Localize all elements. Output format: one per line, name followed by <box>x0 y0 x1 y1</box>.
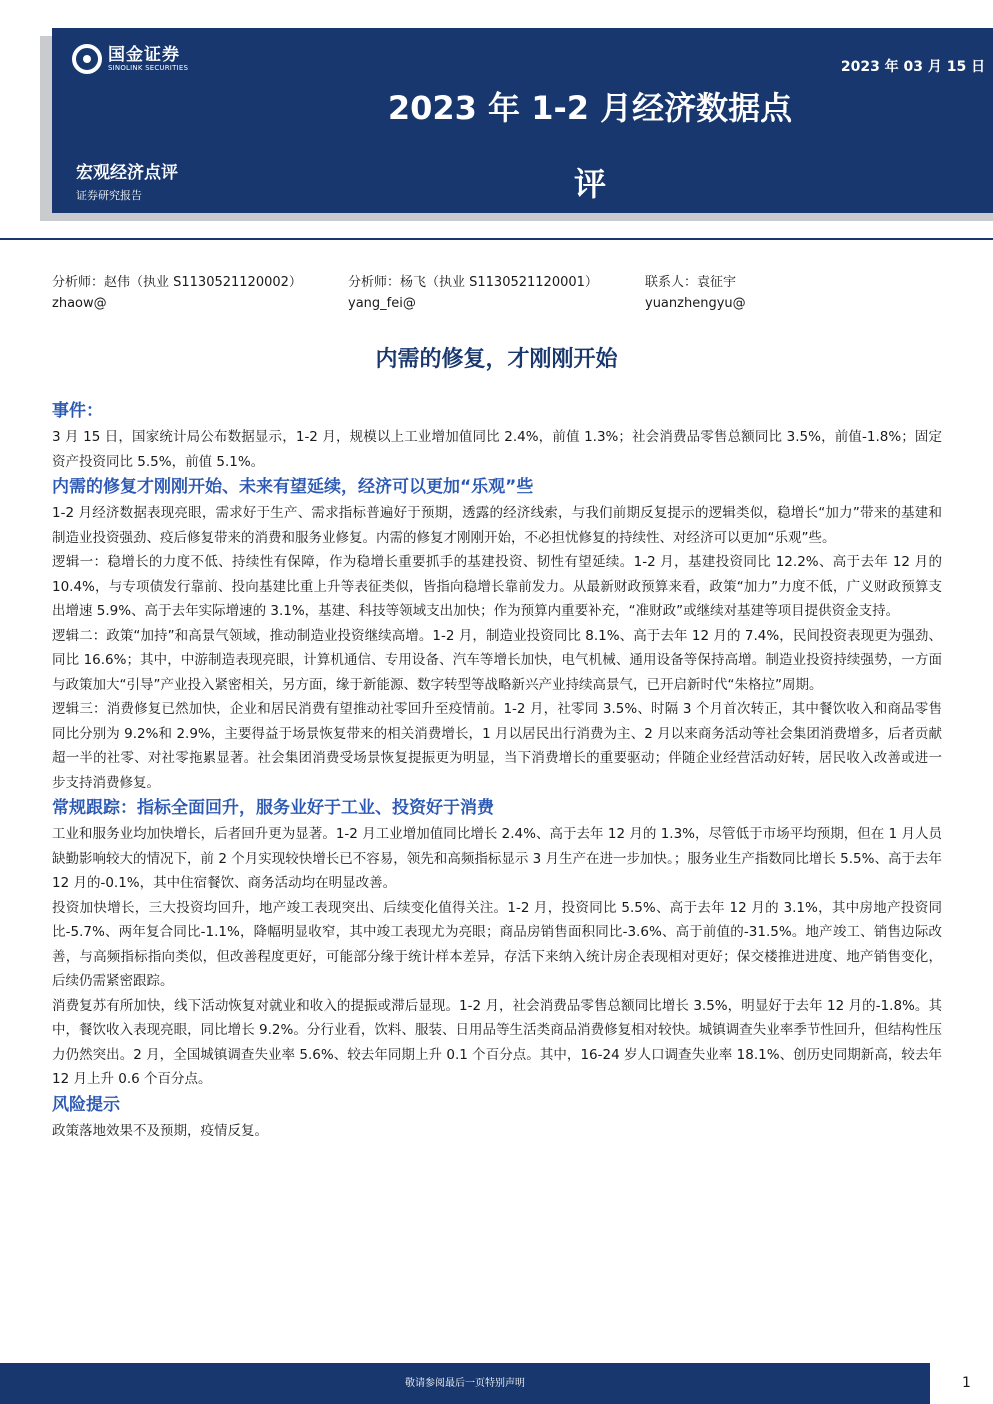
paragraph-risk: 政策落地效果不及预期，疫情反复。 <box>52 1122 268 1139</box>
analyst-2-email: yang_fei@ <box>348 296 416 311</box>
analyst-1-email: zhaow@ <box>52 296 107 311</box>
analyst-1-label: 分析师：赵伟（执业 S1130521120002） <box>52 275 302 290</box>
paragraph-logic-3: 逻辑三：消费修复已然加快，企业和居民消费有望推动社零回升至疫情前。1-2 月，社零同 3.5%、时隔 3 个月首次转正，其中餐饮收入和商品零售同比分别为 9.2%和 2.9%，主要得益于场景恢复带来的相关消费增长，1 月以居民出行消费为主、2 月以来商务活动等社会集团消费增多，后者贡献超一半的社零、对社零拖累显著。社会集团消费受场景恢复提振更为明显，当下消费增长的重要驱动；伴随企业经营活动好转，居民收入改善或进一步支持消费修复。 <box>52 701 942 791</box>
paragraph-logic-2: 逻辑二：政策“加持”和高景气领域，推动制造业投资继续高增。1-2 月，制造业投资同比 8.1%、高于去年 12 月的 7.4%，民间投资表现更为强劲、同比 16.6%；其中，中游制造表现亮眼，计算机通信、专用设备、汽车等增长加快，电气机械、通用设备等保持高增。制造业投资持续强势，一方面与政策加大“引导”产业投入紧密相关，另方面，缘于新能源、数字转型等战略新兴产业持续高景气，已开启新时代“朱格拉”周期。 <box>52 627 942 693</box>
section-heading-regular-tracking: 常规跟踪：指标全面回升，服务业好于工业、投资好于消费 <box>52 798 494 818</box>
analyst-1 <box>52 272 302 314</box>
event-paragraph: 3 月 15 日，国家统计局公布数据显示，1-2 月，规模以上工业增加值同比 2.4%，前值 1.3%；社会消费品零售总额同比 3.5%，前值-1.8%；固定资产投资同比 5.5%，前值 5.1%。 <box>52 429 942 470</box>
disclaimer-note: 敬请参阅最后一页特别声明 <box>405 1378 525 1389</box>
header-divider <box>0 238 993 240</box>
report-subcategory: 证券研究报告 <box>76 189 142 202</box>
section-heading-domestic-demand: 内需的修复才刚刚开始、未来有望延续，经济可以更加“乐观”些 <box>52 477 534 497</box>
page-number: 1 <box>962 1375 971 1391</box>
contact-label: 联系人：袁征宇 <box>645 275 737 290</box>
section-heading-risk: 风险提示 <box>52 1094 120 1115</box>
paragraph-summary: 1-2 月经济数据表现亮眼，需求好于生产、需求指标普遍好于预期，透露的经济线索，与我们前期反复提示的逻辑类似，稳增长“加力”带来的基建和制造业投资强劲、疫后修复带来的消费和服务业修复。内需的修复才刚刚开始，不必担忧修复的持续性、对经济可以更加“乐观”些。 <box>52 505 942 546</box>
report-title-line1: 2023 年 1-2 月经济数据点 <box>387 89 793 127</box>
brand-logo <box>72 44 188 74</box>
paragraph-industry-services: 工业和服务业均加快增长，后者回升更为显著。1-2 月工业增加值同比增长 2.4%、高于去年 12 月的 1.3%，尽管低于市场平均预期，但在 1 月人员缺勤影响较大的情况下，前 2 个月实现较快增长已不容易，领先和高频指标显示 3 月生产在进一步加快。；服务业生产指数同比增长 5.5%、高于去年 12 月的-0.1%，其中住宿餐饮、商务活动均在明显改善。 <box>52 826 942 891</box>
analyst-2-label: 分析师：杨飞（执业 S1130521120001） <box>348 275 598 290</box>
report-title-line2: 评 <box>573 165 606 203</box>
contact-email: yuanzhengyu@ <box>645 296 746 311</box>
brand-name-en: SINOLINK SECURITIES <box>108 63 189 72</box>
contact-person <box>645 272 746 314</box>
brand-text <box>108 46 188 73</box>
brand-name-cn: 国金证券 <box>108 44 180 65</box>
report-title <box>360 70 820 222</box>
page-footer <box>0 1363 993 1404</box>
analyst-2 <box>348 272 598 314</box>
paragraph-logic-1: 逻辑一：稳增长的力度不低、持续性有保障，作为稳增长重要抓手的基建投资、韧性有望延续。1-2 月，基建投资同比 12.2%、高于去年 12 月的 10.4%，与专项债发行靠前、投向基建比重上升等表征类似，皆指向稳增长靠前发力。从最新财政预算来看，政策“加力”力度不低，广义财政预算支出增速 5.9%、高于去年实际增速的 3.1%，基建、科技等领域支出加快；作为预算内重要补充，“准财政”或继续对基建等项目提供资金支持。 <box>52 554 942 619</box>
section-heading-event: 事件： <box>52 401 103 421</box>
article-title: 内需的修复，才刚刚开始 <box>375 347 618 372</box>
report-category: 宏观经济点评 <box>76 163 178 183</box>
paragraph-investment: 投资加快增长，三大投资均回升，地产竣工表现突出、后续变化值得关注。1-2 月，投资同比 5.5%、高于去年 12 月的 3.1%，其中房地产投资同比-5.7%、两年复合同比-1.1%，降幅明显收窄，其中竣工表现尤为亮眼；商品房销售面积同比-3.6%、高于前值的-31.5%。地产竣工、销售边际改善，与高频指标指向类似，但改善程度更好，可能部分缘于统计样本差异，存活下来纳入统计房企表现相对更好；保交楼推进进度、地产销售变化，后续仍需紧密跟踪。 <box>52 899 942 989</box>
paragraph-consumption: 消费复苏有所加快，线下活动恢复对就业和收入的提振或滞后显现。1-2 月，社会消费品零售总额同比增长 3.5%，明显好于去年 12 月的-1.8%。其中，餐饮收入表现亮眼，同比增长 9.2%。分行业看，饮料、服装、日用品等生活类商品消费修复相对较快。城镇调查失业率季节性回升，但结构性压力仍然突出。2 月，全国城镇调查失业率 5.6%、较去年同期上升 0.1 个百分点。其中，16-24 岁人口调查失业率 18.1%、创历史同期新高，较去年 12 月上升 0.6 个百分点。 <box>52 997 942 1087</box>
report-date: 2023 年 03 月 15 日 <box>840 59 986 75</box>
sinolink-logo-icon <box>72 44 102 74</box>
article-body <box>52 398 942 1143</box>
